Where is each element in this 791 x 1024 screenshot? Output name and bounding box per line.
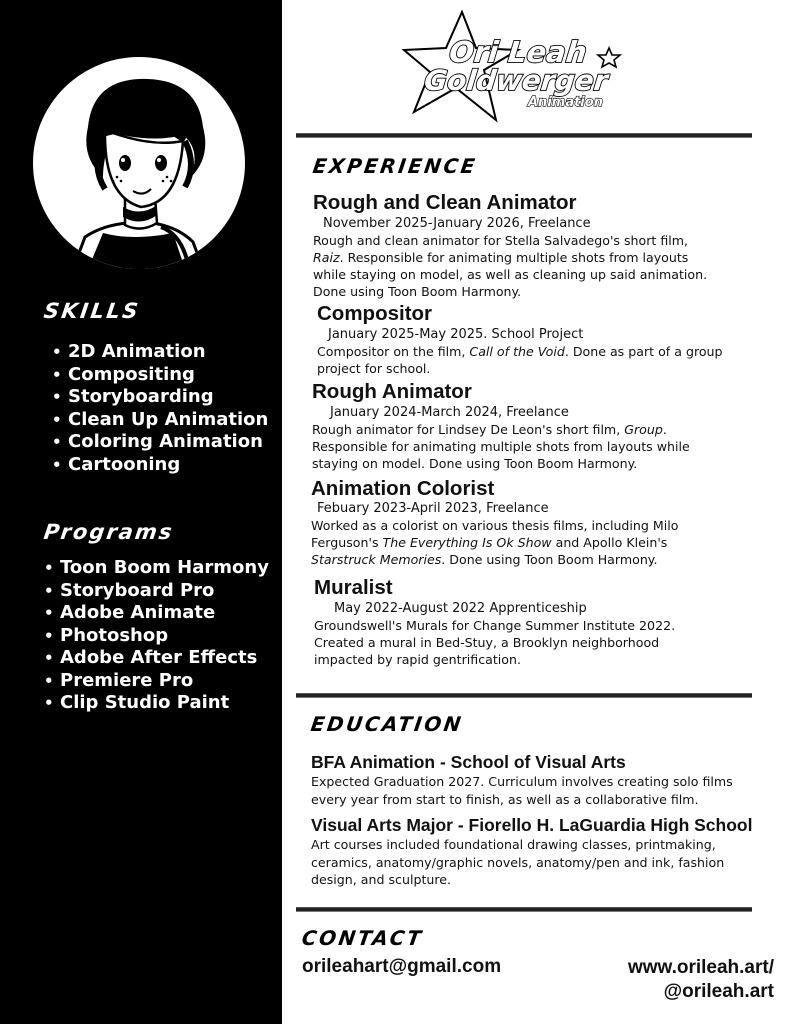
skill-item: • Coloring Animation [52, 431, 268, 454]
programs-heading: Programs [42, 520, 176, 544]
education-entry [311, 751, 733, 808]
logo-name-line2: Goldwerger [422, 64, 610, 97]
job-entry [311, 478, 678, 568]
education-description: Expected Graduation 2027. Curriculum involves creating solo films every year from start to finish, as well as a collaborative film. [311, 774, 733, 807]
job-entry [314, 576, 675, 668]
skills-list [52, 341, 268, 476]
contact-heading: CONTACT [300, 926, 425, 950]
education-title: Visual Arts Major - Fiorello H. LaGuardia High School [311, 815, 753, 835]
job-entry [313, 191, 707, 300]
job-entry [317, 302, 723, 377]
job-title: Compositor [317, 302, 433, 325]
divider [296, 908, 752, 911]
experience-heading: EXPERIENCE [311, 154, 479, 178]
skill-item: • 2D Animation [52, 341, 268, 364]
contact-web [628, 956, 774, 1004]
avatar [33, 57, 245, 269]
logo-name-line1: Ori Leah [447, 35, 589, 69]
job-meta: January 2025-May 2025. School Project [328, 327, 584, 342]
job-meta: January 2024-March 2024, Freelance [330, 405, 569, 420]
job-title: Rough Animator [312, 380, 472, 403]
contact-handle[interactable]: @orileah.art [663, 981, 774, 1002]
skills-heading: SKILLS [42, 299, 142, 323]
contact-email[interactable]: orileahart@gmail.com [302, 956, 502, 977]
job-description: Rough animator for Lindsey De Leon's short film, Group. Responsible for animating multiple shots from layouts while staying on model. Done using Toon Boom Harmony. [312, 422, 690, 471]
skill-item: • Clean Up Animation [52, 409, 268, 432]
program-item: • Storyboard Pro [44, 580, 269, 603]
education-title: BFA Animation - School of Visual Arts [311, 752, 626, 772]
program-item: • Premiere Pro [44, 670, 269, 693]
program-item: • Photoshop [44, 625, 269, 648]
logo-tagline: Animation [528, 95, 603, 110]
divider [296, 694, 752, 697]
job-description: Worked as a colorist on various thesis films, including Milo Ferguson's The Everything Is Ok Show and Apollo Klein's Starstruck Memories. Done using Toon Boom Harmony. [311, 518, 679, 567]
program-item: • Adobe Animate [44, 602, 269, 625]
job-meta: May 2022-August 2022 Apprenticeship [334, 601, 587, 616]
education-heading: EDUCATION [309, 712, 465, 736]
job-title: Muralist [314, 576, 393, 599]
job-entry [312, 380, 690, 472]
job-meta: November 2025-January 2026, Freelance [323, 216, 591, 231]
program-item: • Toon Boom Harmony [44, 557, 269, 580]
job-description: Rough and clean animator for Stella Salvadego's short film, Raiz. Responsible for animating multiple shots from layouts while staying on model, as well as cleaning up said animation. Done using Toon Boom Harmony. [313, 233, 708, 299]
skill-item: • Cartooning [52, 454, 268, 477]
divider [296, 134, 752, 137]
contact-website[interactable]: www.orileah.art/ [627, 957, 774, 978]
job-title: Animation Colorist [311, 477, 495, 500]
program-item: • Adobe After Effects [44, 647, 269, 670]
education-description: Art courses included foundational drawing classes, printmaking, ceramics, anatomy/graphic novels, anatomy/pen and ink, fashion design, and sculpture. [311, 837, 725, 887]
job-meta: Febuary 2023-April 2023, Freelance [317, 501, 549, 516]
skill-item: • Storyboarding [52, 386, 268, 409]
programs-list [44, 557, 269, 715]
job-title: Rough and Clean Animator [313, 191, 577, 214]
program-item: • Clip Studio Paint [44, 692, 269, 715]
skill-item: • Compositing [52, 364, 268, 387]
education-entry [311, 814, 752, 889]
sidebar [0, 0, 282, 1024]
name-logo [400, 8, 640, 128]
job-description: Groundswell's Murals for Change Summer Institute 2022. Created a mural in Bed-Stuy, a Brooklyn neighborhood impacted by rapid gentrification. [314, 618, 676, 667]
job-description: Compositor on the film, Call of the Void. Done as part of a group project for school. [317, 344, 723, 376]
self-portrait-illustration [33, 57, 245, 269]
